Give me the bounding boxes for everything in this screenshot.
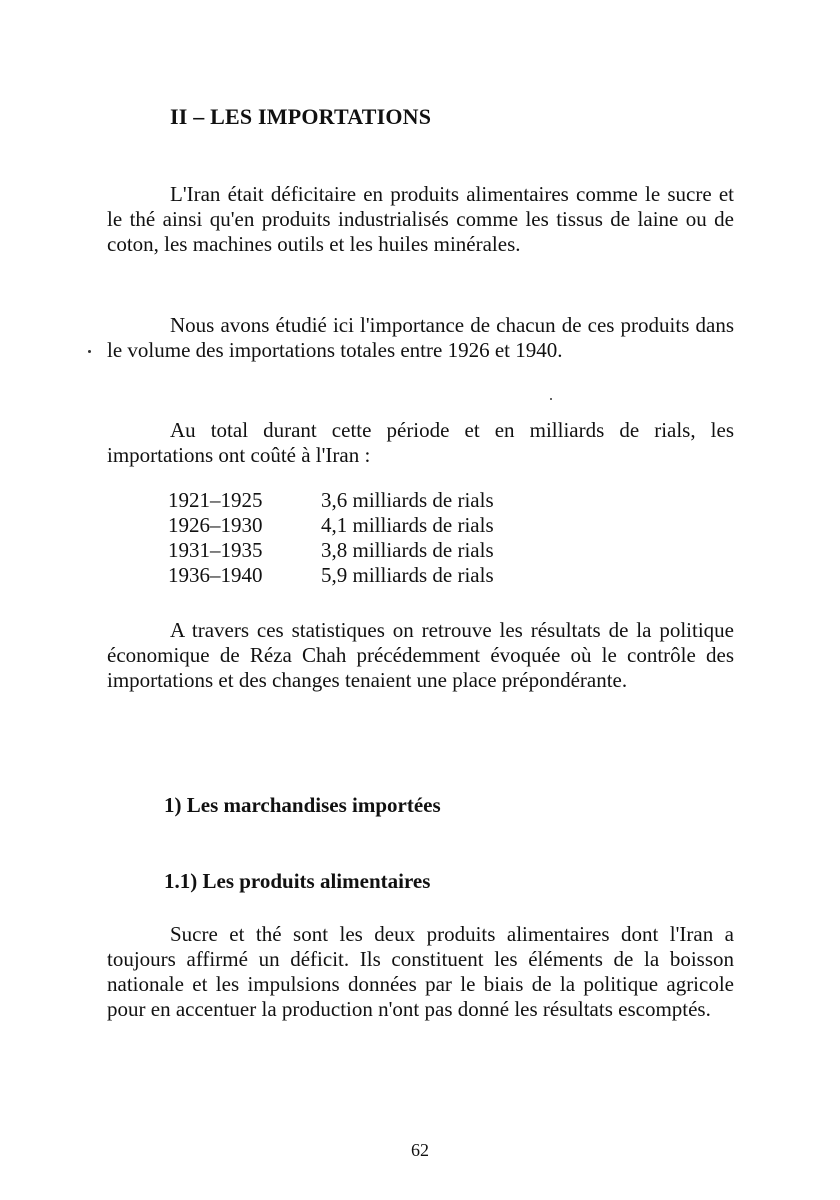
import-cost-value: 3,8 milliards de rials <box>321 538 494 562</box>
import-cost-value: 4,1 milliards de rials <box>321 513 494 537</box>
paragraph-study-scope: Nous avons étudié ici l'importance de chacun de ces produits dans le volume des importations totales entre 1926 et 1940. <box>107 313 734 362</box>
import-cost-row <box>168 488 494 513</box>
subheading-imported-goods: 1) Les marchandises importées <box>164 793 441 817</box>
import-cost-period: 1921–1925 <box>168 488 263 512</box>
import-cost-row <box>168 513 494 538</box>
scan-speck <box>88 350 91 353</box>
import-cost-period: 1936–1940 <box>168 563 263 587</box>
paragraph-sugar-tea: Sucre et thé sont les deux produits alimentaires dont l'Iran a toujours affirmé un déficit. Ils constituent les éléments de la boisson nationale et les impulsions données par le biais de la politique agricole pour en accentuer la production n'ont pas donné les résultats escomptés. <box>107 922 734 1021</box>
import-costs-list <box>168 488 494 588</box>
page-number: 62 <box>411 1140 429 1160</box>
import-cost-value: 5,9 milliards de rials <box>321 563 494 587</box>
import-cost-value: 3,6 milliards de rials <box>321 488 494 512</box>
paragraph-statistics-analysis: A travers ces statistiques on retrouve les résultats de la politique économique de Réza Chah précédemment évoquée où le contrôle des importations et des changes tenaient une place prépondérante. <box>107 618 734 692</box>
import-cost-row <box>168 563 494 588</box>
section-title: II – LES IMPORTATIONS <box>170 104 432 129</box>
import-cost-period: 1931–1935 <box>168 538 263 562</box>
import-cost-row <box>168 538 494 563</box>
subheading-food-products: 1.1) Les produits alimentaires <box>164 869 431 893</box>
paragraph-total-cost-intro: Au total durant cette période et en milliards de rials, les importations ont coûté à l'Iran : <box>107 418 734 467</box>
scan-speck <box>550 398 552 400</box>
paragraph-deficit-products: L'Iran était déficitaire en produits alimentaires comme le sucre et le thé ainsi qu'en produits industrialisés comme les tissus de laine ou de coton, les machines outils et les huiles minérales. <box>107 182 734 256</box>
import-cost-period: 1926–1930 <box>168 513 263 537</box>
